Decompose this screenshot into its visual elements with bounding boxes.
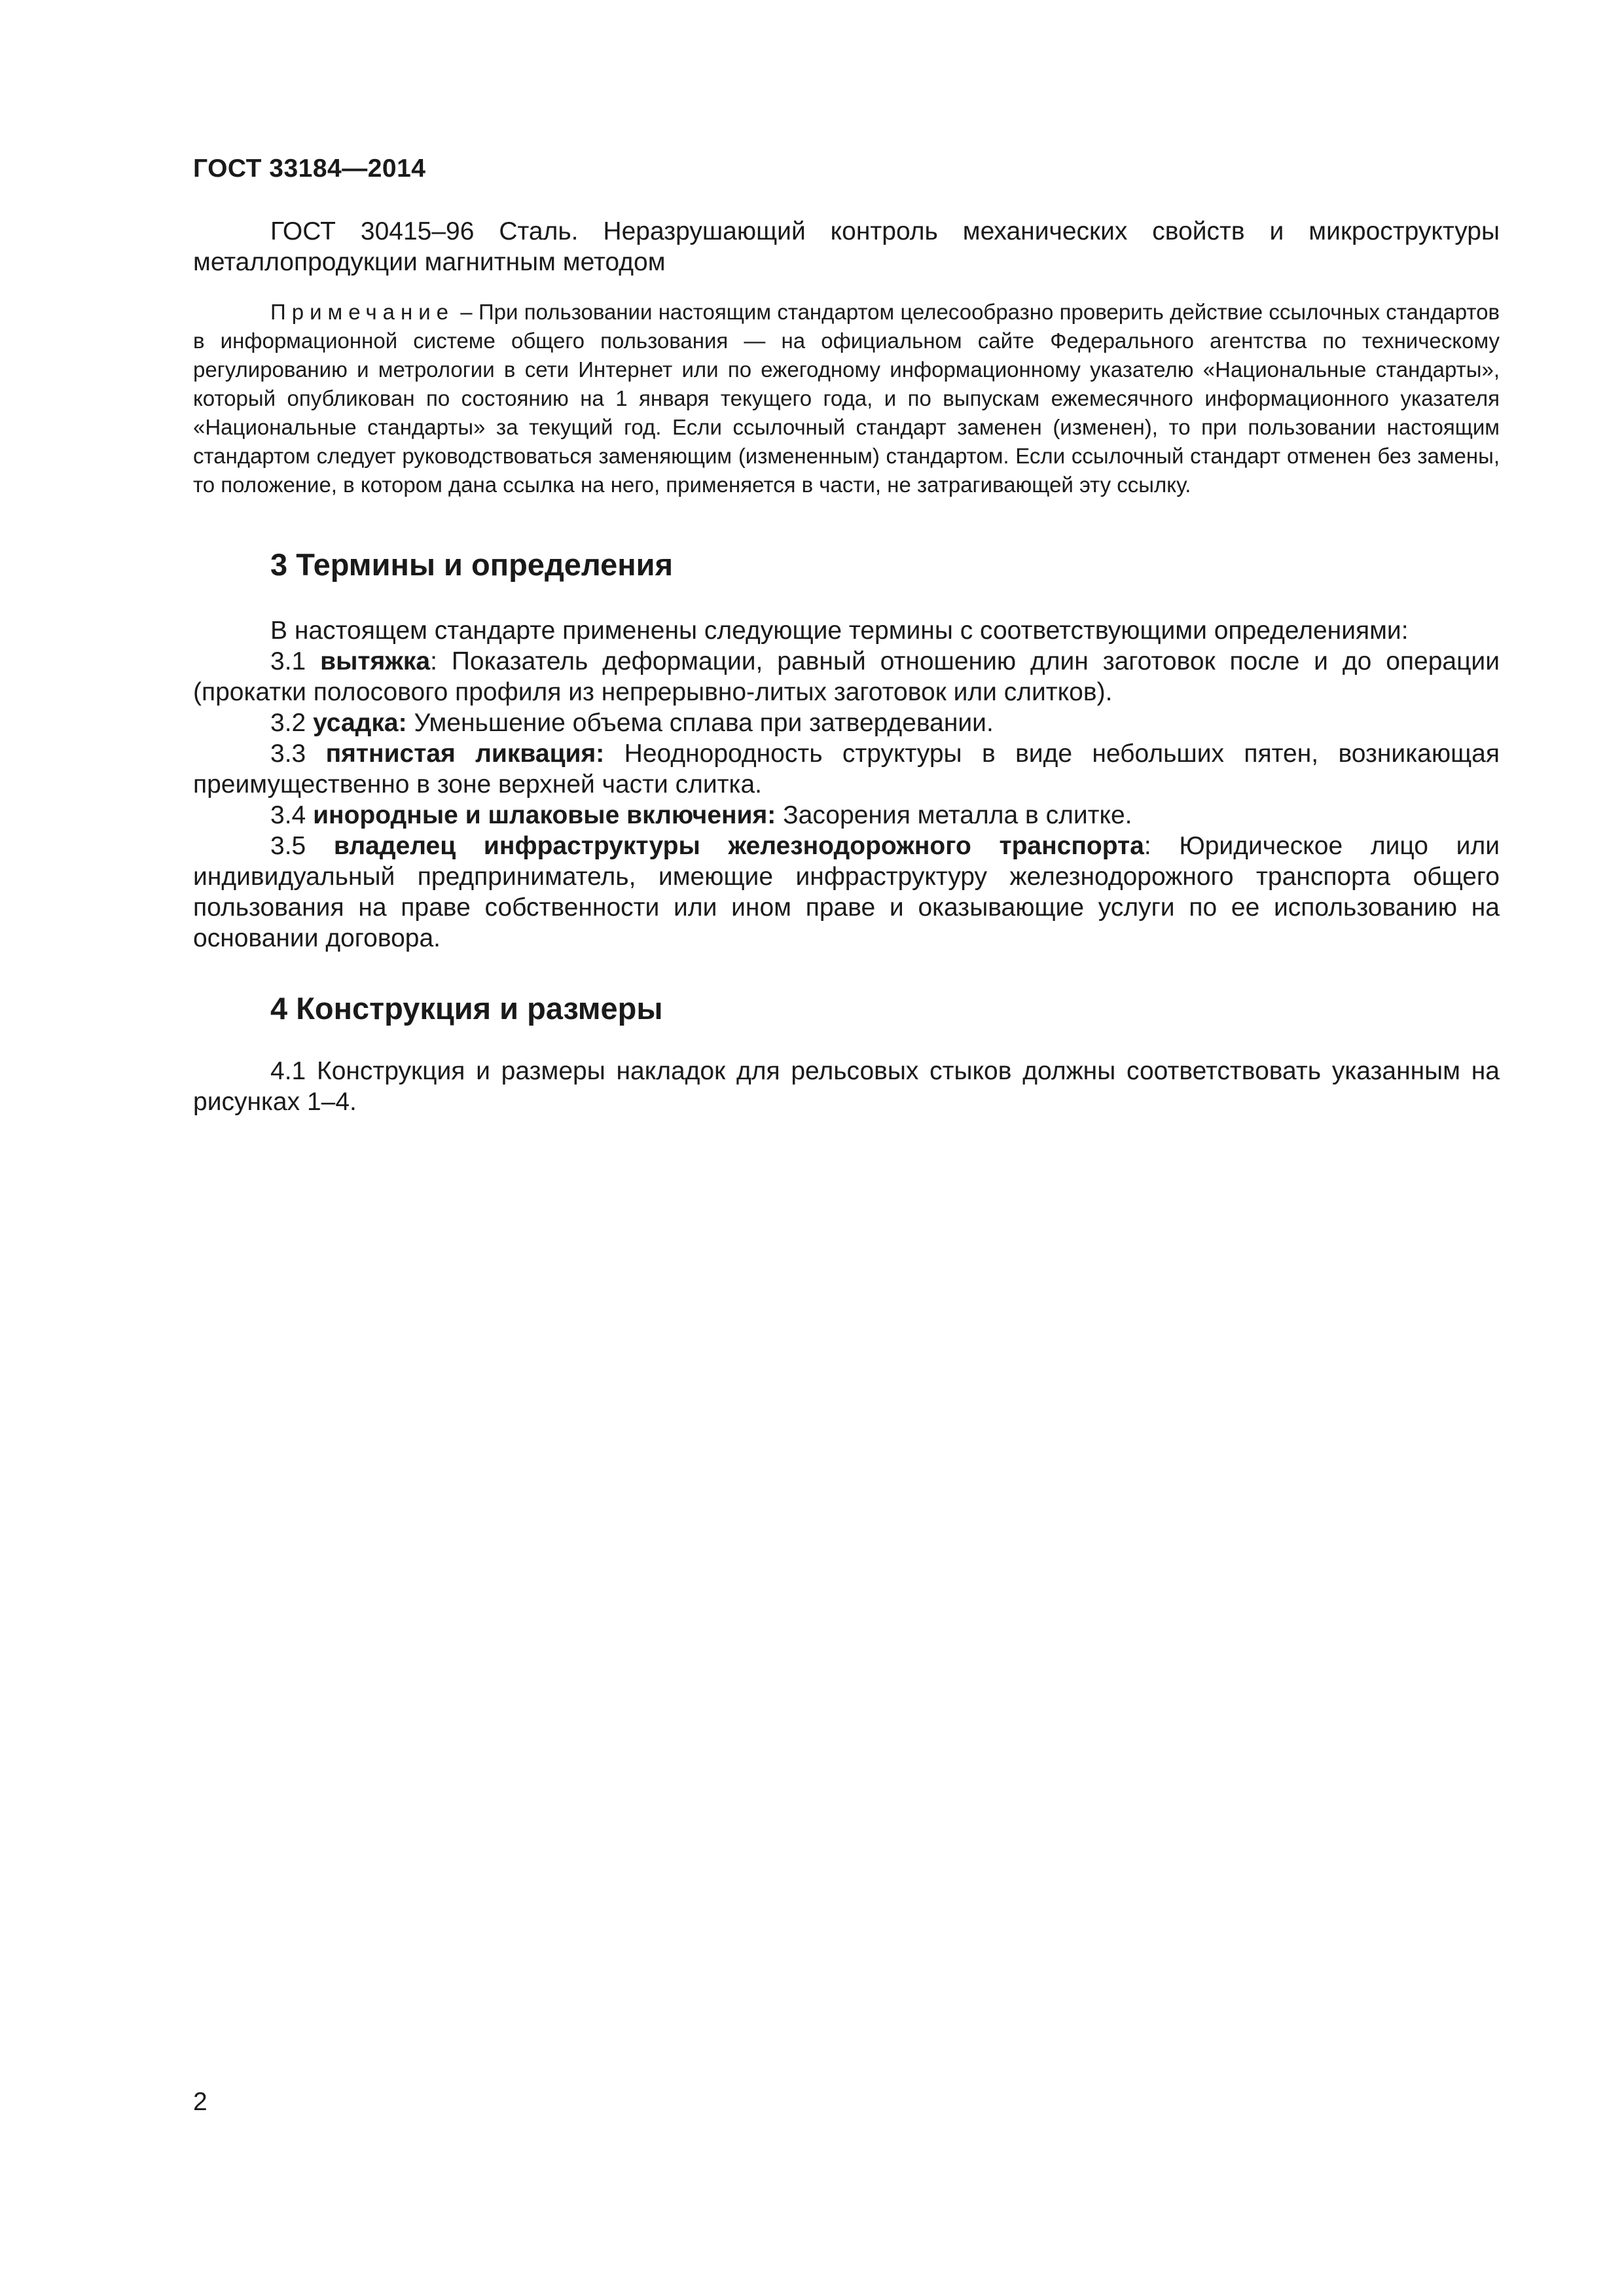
term-entry-3-2 (193, 708, 1500, 738)
section-3-intro: В настоящем стандарте применены следующие термины с соответствующими определениями: (270, 617, 1409, 645)
term-definition: Показатель деформации, равный отношению длин заготовок после и до операции (прокатки полосового профиля из непрерывно-литых заготовок или слитков). (193, 647, 1500, 706)
term-name: владелец инфраструктуры железнодорожного транспорта (333, 832, 1144, 860)
term-name: пятнистая ликвация: (325, 740, 605, 768)
note-paragraph (193, 298, 1500, 499)
term-name: вытяжка (320, 647, 431, 675)
term-definition: Неоднородность структуры в виде небольших пятен, возникающая преимущественно в зоне верхней части слитка. (193, 740, 1500, 798)
term-number: 3.4 (270, 801, 314, 829)
term-entry-3-5 (193, 831, 1500, 954)
reference-entry: ГОСТ 30415–96 Сталь. Неразрушающий контроль механических свойств и микроструктуры металлопродукции магнитным методом (193, 217, 1500, 276)
term-name: инородные и шлаковые включения: (313, 801, 776, 829)
term-definition: Юридическое лицо или индивидуальный предприниматель, имеющие инфраструктуру железнодорожного транспорта общего пользования на праве собственности или ином праве и оказывающие услуги по ее использованию на основании договора. (193, 832, 1500, 952)
term-entry-3-3 (193, 738, 1500, 800)
term-number: 3.2 (270, 709, 314, 737)
term-number: 3.5 (270, 832, 334, 860)
term-separator (604, 740, 624, 768)
term-entry-3-1 (193, 646, 1500, 708)
term-definition: Засорения металла в слитке. (783, 801, 1132, 829)
note-block (193, 298, 1500, 499)
term-entry-3-4 (193, 800, 1500, 831)
term-definition: Уменьшение объема сплава при затвердевании. (414, 709, 994, 737)
term-number: 3.1 (270, 647, 321, 675)
term-number: 3.3 (270, 740, 326, 768)
normative-references (193, 216, 1500, 278)
section-3-heading: 3 Термины и определения (270, 547, 673, 582)
note-lead: Примечание (270, 300, 455, 324)
term-separator (776, 801, 783, 829)
term-name: усадка: (313, 709, 407, 737)
section-3-body (193, 615, 1500, 954)
document-header: ГОСТ 33184—2014 (193, 154, 426, 183)
page-number: 2 (193, 2088, 208, 2116)
term-separator (407, 709, 414, 737)
note-text: – При пользовании настоящим стандартом целесообразно проверить действие ссылочных стандартов в информационной системе общего пользования — на официальном сайте Федерального агентства по техническому регулированию и метрологии в сети Интернет или по ежегодному информационному указателю «Национальные стандарты», который опубликован по состоянию на 1 января текущего года, и по выпускам ежемесячного информационного указателя «Национальные стандарты» за текущий год. Если ссылочный стандарт заменен (изменен), то при пользовании настоящим стандартом следует руководствоваться заменяющим (измененным) стандартом. Если ссылочный стандарт отменен без замены, то положение, в котором дана ссылка на него, применяется в части, не затрагивающей эту ссылку. (193, 300, 1500, 497)
section-4-body (193, 1056, 1500, 1117)
term-separator: : (1144, 832, 1180, 860)
term-separator: : (430, 647, 452, 675)
section-4-paragraph: 4.1 Конструкция и размеры накладок для рельсовых стыков должны соответствовать указанным на рисунках 1–4. (193, 1057, 1500, 1116)
section-4-heading: 4 Конструкция и размеры (270, 991, 663, 1026)
